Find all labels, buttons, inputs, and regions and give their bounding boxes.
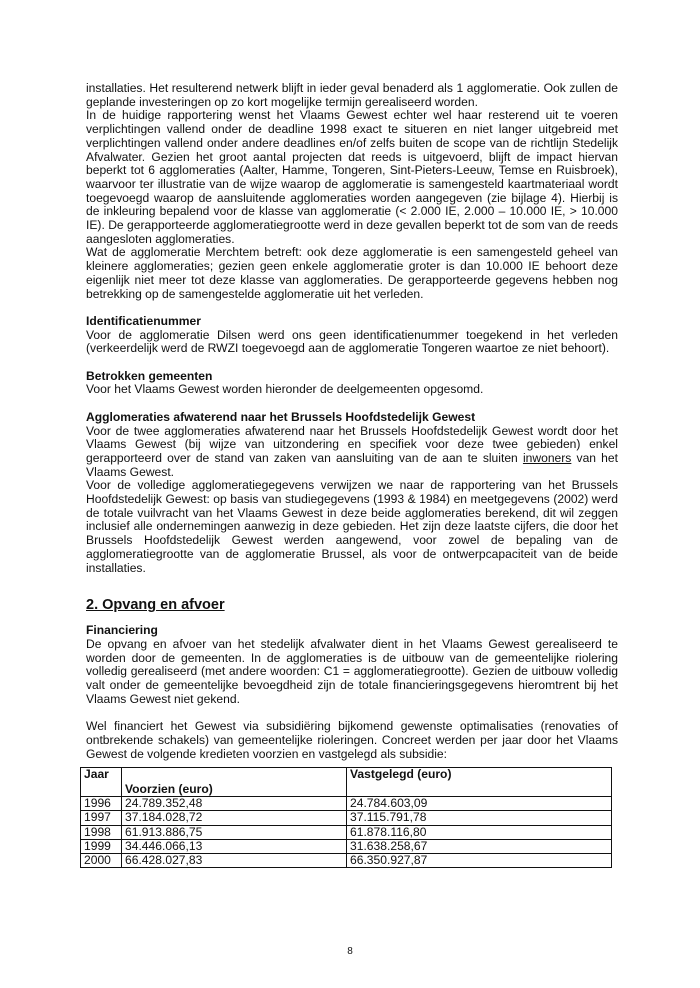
paragraph-opvang-gemeenten: De opvang en afvoer van het stedelijk afvalwater dient in het Vlaams Gewest gerealiseerd te worden door de gemeenten. In de agglomeraties is de uitbouw van de gemeentelijke riolering volledig gerealiseerd (met andere woorden: C1 = agglomeratiegrootte). Gezien de uitbouw volledig valt onder de gemeentelijke bevoegdheid zijn de totale financieringsgegevens hieromtrent bij het Vlaams Gewest niet gekend. bbox=[86, 636, 618, 706]
cell-planned: 66.428.027,83 bbox=[122, 854, 347, 868]
document-body bbox=[86, 82, 618, 868]
cell-year: 1998 bbox=[81, 825, 122, 839]
table-row bbox=[81, 854, 612, 868]
page-number: 8 bbox=[347, 946, 353, 957]
header-vastgelegd: Vastgelegd (euro) bbox=[347, 768, 612, 797]
table-row bbox=[81, 811, 612, 825]
heading-financiering: Financiering bbox=[86, 623, 158, 638]
cell-committed: 31.638.258,67 bbox=[347, 839, 612, 853]
paragraph-deelgemeenten: Voor het Vlaams Gewest worden hieronder de deelgemeenten opgesomd. bbox=[86, 382, 484, 397]
paragraph-brussel-twee-agglomeraties bbox=[86, 425, 618, 480]
cell-committed: 66.350.927,87 bbox=[347, 854, 612, 868]
paragraph-brussel-part-a: Voor de twee agglomeraties afwaterend naar het Brussels Hoofdstedelijk Gewest wordt door het Vlaams Gewest (bij wijze van uitzondering en specifiek voor deze twee gebieden) enkel gerapporteerd over de stand van zaken van aansluiting van de aan te sluiten bbox=[86, 423, 618, 465]
cell-committed: 24.784.603,09 bbox=[347, 797, 612, 811]
section-title-opvang-afvoer: 2. Opvang en afvoer bbox=[86, 597, 225, 614]
table-row bbox=[81, 839, 612, 853]
subsidy-table bbox=[80, 767, 612, 868]
cell-year: 2000 bbox=[81, 854, 122, 868]
cell-year: 1997 bbox=[81, 811, 122, 825]
paragraph-merchtem: Wat de agglomeratie Merchtem betreft: ook deze agglomeratie is een samengesteld geheel van kleinere agglomeraties; gezien geen enkele agglomeratie groter is dan 10.000 IE behoort deze eigenlijk niet meer tot deze klasse van agglomeraties. De gerapporteerde gegevens hebben nog betrekking op de samengestelde agglomeratie uit het verleden. bbox=[86, 245, 618, 301]
paragraph-dilsen: Voor de agglomeratie Dilsen werd ons geen identificatienummer toegekend in het verleden (verkeerdelijk werd de RWZI toegevoegd aan de agglomeratie Tongeren waartoe ze niet behoort). bbox=[86, 327, 618, 356]
cell-year: 1996 bbox=[81, 797, 122, 811]
heading-brussels-agglomeraties: Agglomeraties afwaterend naar het Brussels Hoofdstedelijk Gewest bbox=[86, 409, 476, 424]
cell-year: 1999 bbox=[81, 839, 122, 853]
cell-planned: 37.184.028,72 bbox=[122, 811, 347, 825]
heading-identificatienummer: Identificatienummer bbox=[86, 313, 201, 328]
table-row bbox=[81, 825, 612, 839]
cell-planned: 61.913.886,75 bbox=[122, 825, 347, 839]
paragraph-brussel-volledige-gegevens: Voor de volledige agglomeratiegegevens verwijzen we naar de rapportering van het Brussels Hoofdstedelijk Gewest: op basis van studiegegevens (1993 & 1984) en meetgegevens (2002) werd de totale vuilvracht van het Vlaams Gewest in deze beide agglomeraties berekend, dit wil zeggen inclusief alle ondernemingen aanwezig in deze gebieden. Het zijn deze laatste cijfers, die door het Brussels Hoofdstedelijk Gewest werden aangewend, voor zowel de bepaling van de agglomeratiegrootte van de agglomeratie Brussel, als voor de ontwerpcapaciteit van de beide installaties. bbox=[86, 478, 618, 575]
heading-betrokken-gemeenten: Betrokken gemeenten bbox=[86, 368, 213, 383]
underlined-inwoners: inwoners bbox=[522, 450, 572, 465]
paragraph-installaties: installaties. Het resulterend netwerk blijft in ieder geval benaderd als 1 agglomeratie. Ook zullen de geplande investeringen op zo kort mogelijke termijn gerealiseerd worden. bbox=[86, 81, 618, 109]
cell-planned: 24.789.352,48 bbox=[122, 797, 347, 811]
table-row bbox=[81, 797, 612, 811]
paragraph-subsidiering: Wel financiert het Gewest via subsidiëring bijkomend gewenste optimalisaties (renovaties of ontbrekende schakels) van gemeentelijke rioleringen. Concreet werden per jaar door het Vlaams Gewest de volgende kredieten voorzien en vastgelegd als subsidie: bbox=[86, 719, 618, 761]
table-header-row bbox=[81, 768, 612, 797]
header-jaar: Jaar bbox=[81, 768, 122, 797]
paragraph-huidige-rapportering: In de huidige rapportering wenst het Vlaams Gewest echter wel haar resterend uit te voeren verplichtingen vallend onder de deadline 1998 exact te situeren en niet langer uitgebreid met verplichtingen vallend onder andere deadlines en/of zelfs buiten de scope van de richtlijn Stedelijk Afvalwater. Gezien het groot aantal projecten dat reeds is uitgevoerd, blijft de impact hiervan beperkt tot 6 agglomeraties (Aalter, Hamme, Tongeren, Sint-Pieters-Leeuw, Temse en Ruisbroek), waarvoor ter illustratie van de wijze waarop de agglomeratie is samengesteld kaartmateriaal wordt toegevoegd waarop de aansluitende agglomeraties worden aangegeven (zie bijlage 4). Hierbij is de inkleuring bepalend voor de klasse van agglomeratie (< 2.000 IE, 2.000 – 10.000 IE, > 10.000 IE). De gerapporteerde agglomeratiegrootte werd in deze gevallen beperkt tot de som van de reeds aangesloten agglomeraties. bbox=[86, 108, 618, 246]
cell-planned: 34.446.066,13 bbox=[122, 839, 347, 853]
paragraph-brussel-part-b: van het Vlaams Gewest. bbox=[86, 450, 618, 479]
header-voorzien: Voorzien (euro) bbox=[122, 768, 347, 797]
cell-committed: 37.115.791,78 bbox=[347, 811, 612, 825]
cell-committed: 61.878.116,80 bbox=[347, 825, 612, 839]
